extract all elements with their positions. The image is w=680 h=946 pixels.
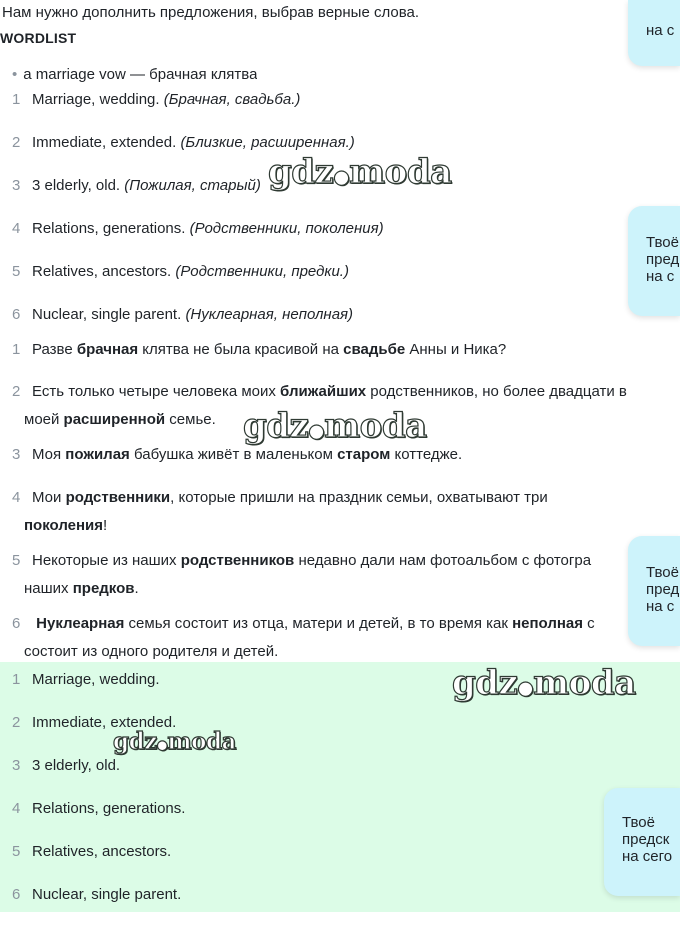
answer-text: Relatives, ancestors. bbox=[32, 843, 172, 860]
side-ad-popup[interactable] bbox=[628, 206, 680, 316]
pair-ru: (Брачная, свадьба.) bbox=[163, 91, 301, 108]
sentence-row: 4 Мои родственники, которые пришли на праздник семьи, охватывают три поколения! bbox=[12, 484, 548, 540]
sentence-row: 1 Разве брачная клятва не была красивой на свадьбе Анны и Ника? bbox=[12, 336, 506, 364]
answer-word: неполная bbox=[512, 615, 584, 632]
sentence-row: 3 Моя пожилая бабушка живёт в маленьком старом коттедже. bbox=[12, 441, 462, 469]
answer-row bbox=[12, 671, 160, 688]
side-ad-popup[interactable] bbox=[628, 536, 680, 646]
answer-row bbox=[12, 800, 185, 817]
row-number: 4 bbox=[12, 800, 21, 817]
answer-text: Immediate, extended. bbox=[32, 714, 177, 731]
watermark-logo: gdz●moda bbox=[268, 152, 452, 192]
answer-word: свадьбе bbox=[343, 341, 406, 358]
answer-text: 3 elderly, old. bbox=[32, 757, 121, 774]
pair-en: Marriage, wedding. bbox=[32, 91, 160, 108]
row-number: 4 bbox=[12, 489, 21, 506]
answer-row bbox=[12, 757, 120, 774]
watermark-logo: gdz●moda bbox=[113, 728, 236, 755]
pair-en: Relations, generations. bbox=[32, 220, 186, 237]
ad-text-line: на с bbox=[646, 22, 675, 39]
pair-en: 3 elderly, old. bbox=[32, 177, 121, 194]
answer-word: родственников bbox=[180, 552, 295, 569]
watermark-logo: gdz●moda bbox=[452, 663, 636, 703]
row-number: 4 bbox=[12, 220, 21, 237]
watermark-logo: gdz●moda bbox=[243, 406, 427, 446]
row-number: 3 bbox=[12, 757, 21, 774]
pair-row bbox=[12, 220, 384, 237]
answer-word: родственники bbox=[65, 489, 171, 506]
ad-text-line: Твоё bbox=[646, 564, 679, 581]
intro-text: Нам нужно дополнить предложения, выбрав верные слова. bbox=[2, 4, 420, 21]
sentence-row: 6 Нуклеарная семья состоит из отца, матери и детей, в то время как неполная с состоит из одного родителя и детей. bbox=[12, 610, 595, 666]
bullet-text: a marriage vow — брачная клятва bbox=[23, 66, 258, 83]
row-number: 2 bbox=[12, 134, 21, 151]
wordlist-bullet-item bbox=[12, 66, 257, 83]
answer-word: поколения bbox=[24, 517, 104, 534]
row-number: 3 bbox=[12, 446, 21, 463]
row-number: 2 bbox=[12, 714, 21, 731]
side-ad-popup[interactable] bbox=[628, 0, 680, 66]
ad-text-line: на с bbox=[646, 598, 675, 615]
row-number: 6 bbox=[12, 615, 21, 632]
pair-row bbox=[12, 306, 353, 323]
row-number: 3 bbox=[12, 177, 21, 194]
answer-text: Relations, generations. bbox=[32, 800, 186, 817]
row-number: 1 bbox=[12, 341, 21, 358]
answer-text: Nuclear, single parent. bbox=[32, 886, 182, 903]
sentence-row: 2 Есть только четыре человека моих ближайших родственников, но более двадцати в моей расширенной семье. bbox=[12, 378, 627, 434]
answer-word: ближайших bbox=[280, 383, 367, 400]
ad-text-line: пред bbox=[646, 251, 680, 268]
answer-text: Marriage, wedding. bbox=[32, 671, 160, 688]
pair-en: Relatives, ancestors. bbox=[32, 263, 172, 280]
ad-text-line: предск bbox=[622, 831, 670, 848]
side-ad-popup[interactable] bbox=[604, 788, 680, 896]
answer-row bbox=[12, 886, 181, 903]
row-number: 2 bbox=[12, 383, 21, 400]
ad-text-line: пред bbox=[646, 581, 680, 598]
pair-row bbox=[12, 134, 355, 151]
row-number: 6 bbox=[12, 306, 21, 323]
pair-ru: (Нуклеарная, неполная) bbox=[185, 306, 354, 323]
answer-word: старом bbox=[337, 446, 391, 463]
ad-text-line: Твоё bbox=[646, 234, 679, 251]
row-number: 5 bbox=[12, 263, 21, 280]
pair-ru: (Пожилая, старый) bbox=[124, 177, 261, 194]
row-number: 1 bbox=[12, 91, 21, 108]
ad-text-line: на сего bbox=[622, 848, 673, 865]
pair-ru: (Родственники, поколения) bbox=[189, 220, 384, 237]
pair-en: Nuclear, single parent. bbox=[32, 306, 182, 323]
ad-text-line: на с bbox=[646, 268, 675, 285]
pair-row bbox=[12, 91, 300, 108]
pair-en: Immediate, extended. bbox=[32, 134, 177, 151]
pair-row bbox=[12, 263, 349, 280]
ad-text-line: Твоё bbox=[622, 814, 655, 831]
answer-word: предков bbox=[72, 580, 135, 597]
answer-word: брачная bbox=[76, 341, 139, 358]
row-number: 5 bbox=[12, 843, 21, 860]
bullet-dot-icon: • bbox=[12, 66, 18, 83]
answer-word: Нуклеарная bbox=[36, 615, 125, 632]
pair-row bbox=[12, 177, 261, 194]
row-number: 5 bbox=[12, 552, 21, 569]
row-number: 1 bbox=[12, 671, 21, 688]
sentence-row: 5 Некоторые из наших родственников недавно дали нам фотоальбом с фотогра наших предков. bbox=[12, 547, 591, 603]
answer-word: расширенной bbox=[63, 411, 166, 428]
pair-ru: (Близкие, расширенная.) bbox=[180, 134, 355, 151]
pair-ru: (Родственники, предки.) bbox=[175, 263, 349, 280]
answer-word: пожилая bbox=[65, 446, 130, 463]
answer-row bbox=[12, 843, 171, 860]
row-number: 6 bbox=[12, 886, 21, 903]
wordlist-heading: WORDLIST bbox=[0, 30, 77, 46]
